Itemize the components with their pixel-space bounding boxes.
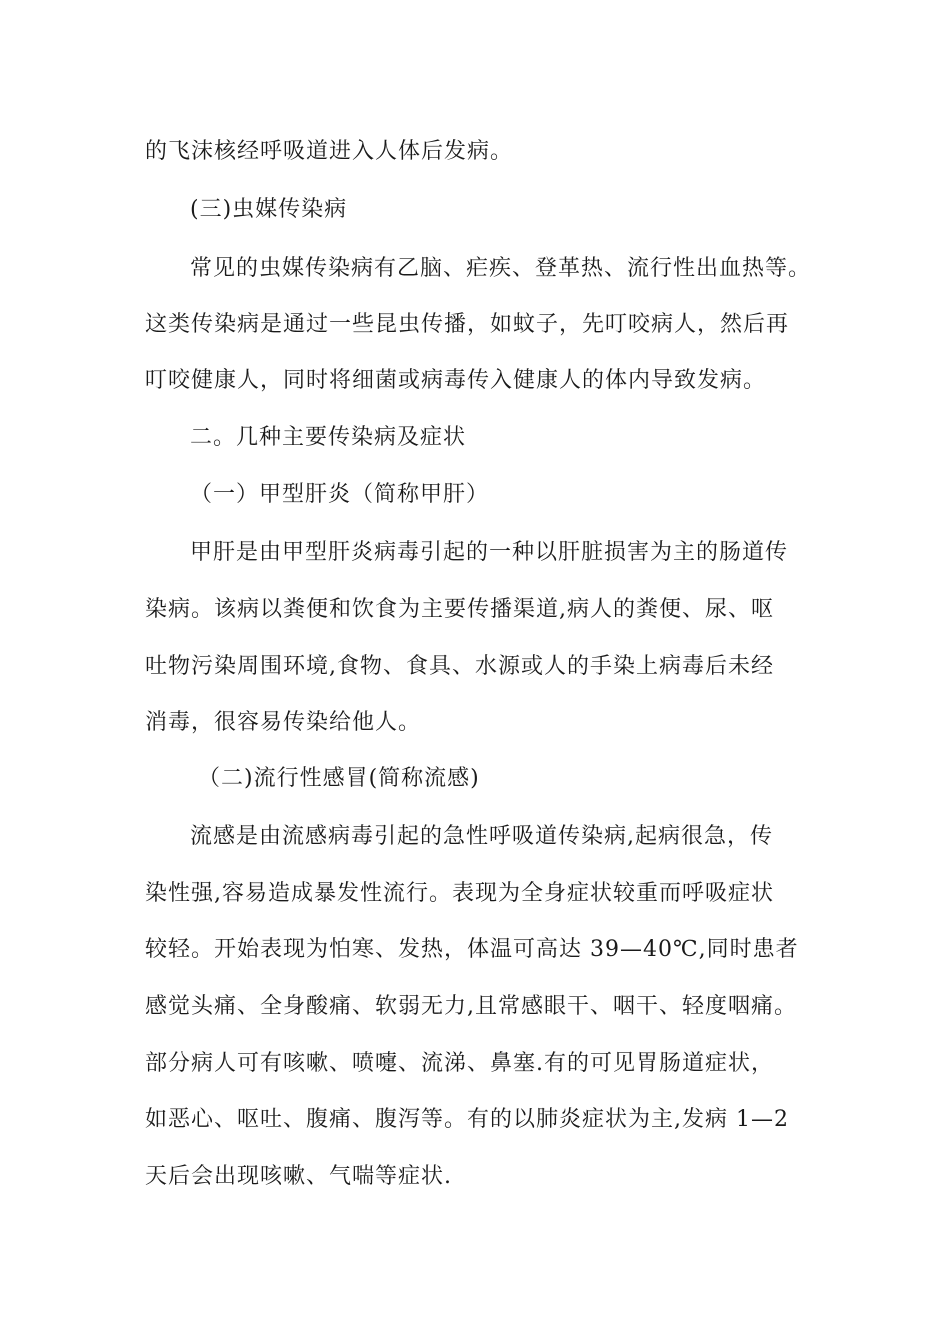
text-line: 较轻。开始表现为怕寒、发热，体温可高达 39—40℃,同时患者: [145, 937, 799, 962]
section-heading: 二。几种主要传染病及症状: [190, 425, 467, 450]
section-heading: （二)流行性感冒(简称流感): [198, 766, 480, 791]
section-heading: (三)虫媒传染病: [190, 197, 348, 222]
text-line: 这类传染病是通过一些昆虫传播，如蚊子，先叮咬病人，然后再: [145, 312, 790, 337]
text-line: 染病。该病以粪便和饮食为主要传播渠道,病人的粪便、尿、呕: [145, 597, 774, 622]
text-line: 流感是由流感病毒引起的急性呼吸道传染病,起病很急，传: [190, 824, 773, 849]
text-line: 感觉头痛、全身酸痛、软弱无力,且常感眼干、咽干、轻度咽痛。: [145, 994, 797, 1019]
text-line: 染性强,容易造成暴发性流行。表现为全身症状较重而呼吸症状: [145, 881, 774, 906]
text-line: 的飞沫核经呼吸道进入人体后发病。: [145, 139, 514, 164]
text-line: 甲肝是由甲型肝炎病毒引起的一种以肝脏损害为主的肠道传: [190, 540, 789, 565]
text-line: 常见的虫媒传染病有乙脑、疟疾、登革热、流行性出血热等。: [190, 256, 812, 281]
text-line: 消毒，很容易传染给他人。: [145, 710, 422, 735]
text-line: 天后会出现咳嗽、气喘等症状.: [145, 1164, 452, 1189]
text-line: 部分病人可有咳嗽、喷嚏、流涕、鼻塞.有的可见胃肠道症状，: [145, 1051, 774, 1076]
text-line: 叮咬健康人，同时将细菌或病毒传入健康人的体内导致发病。: [145, 368, 767, 393]
text-line: 吐物污染周围环境,食物、食具、水源或人的手染上病毒后未经: [145, 654, 774, 679]
text-line: 如恶心、呕吐、腹痛、腹泻等。有的以肺炎症状为主,发病 1—2: [145, 1107, 789, 1132]
section-heading: （一）甲型肝炎（简称甲肝）: [190, 482, 490, 507]
